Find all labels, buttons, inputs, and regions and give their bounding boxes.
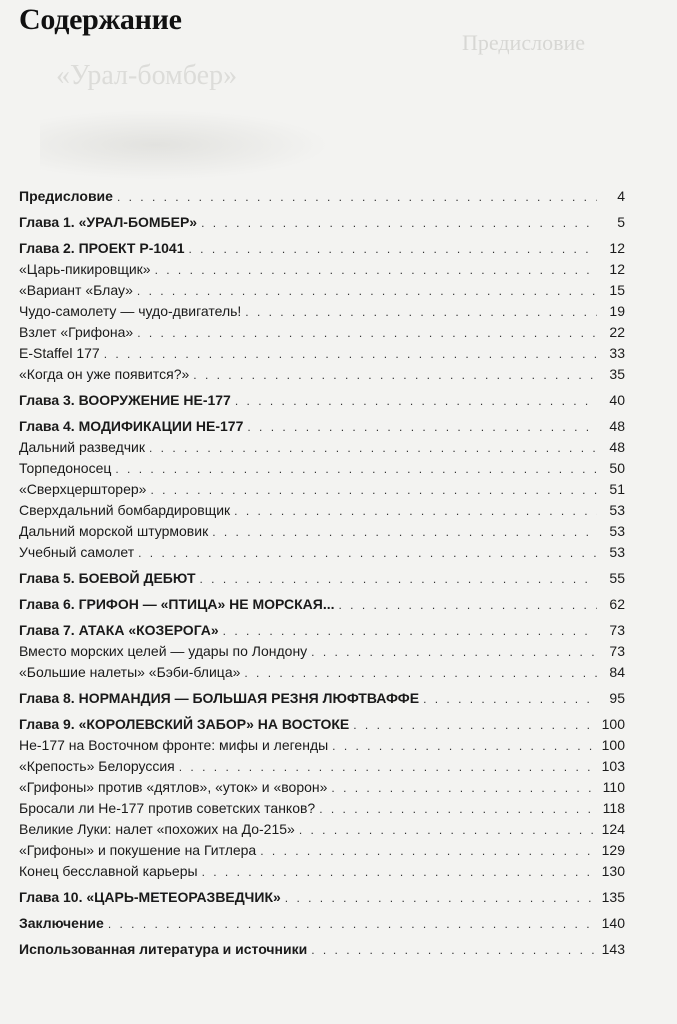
toc-section-row bbox=[19, 458, 625, 479]
toc-entry-title: Великие Луки: налет «похожих на До-215» bbox=[19, 821, 295, 837]
toc-page-number: 50 bbox=[609, 460, 625, 476]
dot-leader bbox=[108, 914, 597, 935]
toc-entry-title: «Грифоны» против «дятлов», «уток» и «ворон» bbox=[19, 779, 328, 795]
toc-page-number: 33 bbox=[609, 345, 625, 361]
toc-page-number: 135 bbox=[601, 889, 625, 905]
toc-section-row bbox=[19, 500, 625, 521]
toc-entry-title: E-Staffel 177 bbox=[19, 345, 100, 361]
toc-entry-title: Сверхдальний бомбардировщик bbox=[19, 502, 231, 518]
toc-page-number: 95 bbox=[609, 690, 625, 706]
toc-entry-title: Конец бесславной карьеры bbox=[19, 863, 198, 879]
toc-page-number: 84 bbox=[609, 664, 625, 680]
toc-entry-title: Использованная литература и источники bbox=[19, 941, 308, 957]
toc-entry-title: Глава 3. ВООРУЖЕНИЕ HE-177 bbox=[19, 392, 231, 408]
dot-leader bbox=[247, 417, 597, 438]
dot-leader bbox=[212, 522, 597, 543]
toc-page-number: 118 bbox=[602, 800, 625, 816]
toc-entry-title: Дальний морской штурмовик bbox=[19, 523, 209, 539]
dot-leader bbox=[201, 213, 597, 234]
toc-section-row bbox=[19, 662, 625, 683]
toc-chapter-row bbox=[19, 620, 625, 641]
toc-page-number: 100 bbox=[601, 737, 625, 753]
toc-section-row bbox=[19, 735, 625, 756]
toc-page-number: 62 bbox=[609, 596, 625, 612]
toc-page-number: 15 bbox=[609, 282, 625, 298]
toc-chapter-row bbox=[19, 688, 625, 709]
toc-section-row bbox=[19, 479, 625, 500]
dot-leader bbox=[189, 239, 597, 260]
toc-chapter-row bbox=[19, 390, 625, 411]
dot-leader bbox=[423, 689, 597, 710]
toc-section-row bbox=[19, 322, 625, 343]
toc-page-number: 73 bbox=[609, 622, 625, 638]
toc-chapter-row bbox=[19, 186, 625, 207]
dot-leader bbox=[331, 778, 597, 799]
toc-chapter-row bbox=[19, 238, 625, 259]
dot-leader bbox=[299, 820, 597, 841]
toc-page-number: 55 bbox=[609, 570, 625, 586]
toc-entry-title: «Сверхцершторер» bbox=[19, 481, 147, 497]
toc-entry-title: «Царь-пикировщик» bbox=[19, 261, 151, 277]
toc-entry-title: Взлет «Грифона» bbox=[19, 324, 134, 340]
toc-section-row bbox=[19, 280, 625, 301]
toc-chapter-row bbox=[19, 887, 625, 908]
dot-leader bbox=[245, 302, 597, 323]
dot-leader bbox=[311, 940, 597, 961]
dot-leader bbox=[339, 595, 598, 616]
table-of-contents bbox=[19, 186, 625, 960]
toc-page-number: 12 bbox=[609, 261, 625, 277]
toc-entry-title: Глава 10. «ЦАРЬ-МЕТЕОРАЗВЕДЧИК» bbox=[19, 889, 281, 905]
toc-entry-title: Глава 1. «УРАЛ-БОМБЕР» bbox=[19, 214, 198, 230]
toc-section-row bbox=[19, 840, 625, 861]
dot-leader bbox=[149, 438, 597, 459]
toc-page-number: 40 bbox=[609, 392, 625, 408]
toc-chapter-row bbox=[19, 416, 625, 437]
toc-entry-title: Глава 6. ГРИФОН — «ПТИЦА» НЕ МОРСКАЯ... bbox=[19, 596, 335, 612]
dot-leader bbox=[150, 480, 597, 501]
toc-page-number: 53 bbox=[609, 544, 625, 560]
toc-page-number: 103 bbox=[601, 758, 625, 774]
dot-leader bbox=[137, 281, 597, 302]
dot-leader bbox=[332, 736, 597, 757]
toc-page-number: 51 bbox=[609, 481, 625, 497]
toc-page-number: 35 bbox=[609, 366, 625, 382]
dot-leader bbox=[193, 365, 597, 386]
toc-entry-title: «Крепость» Белоруссия bbox=[19, 758, 175, 774]
dot-leader bbox=[138, 543, 597, 564]
dot-leader bbox=[179, 757, 597, 778]
dot-leader bbox=[353, 715, 597, 736]
toc-entry-title: «Когда он уже появится?» bbox=[19, 366, 190, 382]
page-title: Содержание bbox=[19, 3, 182, 36]
toc-page-number: 53 bbox=[609, 502, 625, 518]
toc-chapter-row bbox=[19, 714, 625, 735]
toc-page-number: 4 bbox=[617, 188, 625, 204]
toc-chapter-row bbox=[19, 913, 625, 934]
dot-leader bbox=[155, 260, 597, 281]
toc-section-row bbox=[19, 301, 625, 322]
toc-chapter-row bbox=[19, 568, 625, 589]
toc-page-number: 19 bbox=[609, 303, 625, 319]
toc-section-row bbox=[19, 861, 625, 882]
dot-leader bbox=[117, 187, 597, 208]
toc-entry-title: Дальний разведчик bbox=[19, 439, 145, 455]
toc-page-number: 5 bbox=[617, 214, 625, 230]
toc-page-number: 124 bbox=[601, 821, 625, 837]
bleed-through-title: Предисловие bbox=[462, 30, 585, 55]
toc-page-number: 22 bbox=[609, 324, 625, 340]
toc-entry-title: Вместо морских целей — удары по Лондону bbox=[19, 643, 308, 659]
toc-page-number: 140 bbox=[601, 915, 625, 931]
toc-page-number: 129 bbox=[601, 842, 625, 858]
toc-section-row bbox=[19, 641, 625, 662]
dot-leader bbox=[137, 323, 597, 344]
toc-entry-title: «Большие налеты» «Бэби-блица» bbox=[19, 664, 241, 680]
toc-entry-title: He-177 на Восточном фронте: мифы и легенды bbox=[19, 737, 329, 753]
toc-entry-title: Учебный самолет bbox=[19, 544, 135, 560]
toc-section-row bbox=[19, 259, 625, 280]
toc-entry-title: Чудо-самолету — чудо-двигатель! bbox=[19, 303, 242, 319]
toc-page-number: 110 bbox=[602, 779, 625, 795]
toc-page-number: 48 bbox=[609, 418, 625, 434]
dot-leader bbox=[104, 344, 597, 365]
toc-section-row bbox=[19, 343, 625, 364]
toc-section-row bbox=[19, 437, 625, 458]
bleed-through-subtitle: «Урал-бомбер» bbox=[56, 60, 238, 91]
dot-leader bbox=[200, 569, 598, 590]
toc-entry-title: «Вариант «Блау» bbox=[19, 282, 133, 298]
toc-page-number: 143 bbox=[601, 941, 625, 957]
bleed-through-image bbox=[40, 110, 330, 180]
dot-leader bbox=[234, 501, 597, 522]
toc-entry-title: «Грифоны» и покушение на Гитлера bbox=[19, 842, 257, 858]
toc-page-number: 12 bbox=[609, 240, 625, 256]
dot-leader bbox=[235, 391, 597, 412]
toc-entry-title: Глава 4. МОДИФИКАЦИИ HE-177 bbox=[19, 418, 244, 434]
toc-section-row bbox=[19, 364, 625, 385]
toc-entry-title: Бросали ли He-177 против советских танков? bbox=[19, 800, 316, 816]
dot-leader bbox=[223, 621, 597, 642]
dot-leader bbox=[311, 642, 597, 663]
toc-section-row bbox=[19, 542, 625, 563]
toc-section-row bbox=[19, 819, 625, 840]
toc-section-row bbox=[19, 521, 625, 542]
toc-entry-title: Глава 7. АТАКА «КОЗЕРОГА» bbox=[19, 622, 219, 638]
toc-section-row bbox=[19, 777, 625, 798]
dot-leader bbox=[115, 459, 597, 480]
toc-page-number: 73 bbox=[609, 643, 625, 659]
toc-chapter-row bbox=[19, 939, 625, 960]
toc-page-number: 48 bbox=[609, 439, 625, 455]
toc-page-number: 53 bbox=[609, 523, 625, 539]
toc-section-row bbox=[19, 756, 625, 777]
toc-entry-title: Глава 5. БОЕВОЙ ДЕБЮТ bbox=[19, 570, 196, 586]
dot-leader bbox=[319, 799, 597, 820]
dot-leader bbox=[285, 888, 597, 909]
toc-entry-title: Предисловие bbox=[19, 188, 113, 204]
toc-section-row bbox=[19, 798, 625, 819]
toc-entry-title: Глава 8. НОРМАНДИЯ — БОЛЬШАЯ РЕЗНЯ ЛЮФТВАФФЕ bbox=[19, 690, 420, 706]
toc-entry-title: Торпедоносец bbox=[19, 460, 112, 476]
toc-page-number: 100 bbox=[601, 716, 625, 732]
toc-page-number: 130 bbox=[601, 863, 625, 879]
toc-entry-title: Глава 9. «КОРОЛЕВСКИЙ ЗАБОР» НА ВОСТОКЕ bbox=[19, 716, 350, 732]
toc-chapter-row bbox=[19, 212, 625, 233]
dot-leader bbox=[202, 862, 597, 883]
dot-leader bbox=[260, 841, 597, 862]
dot-leader bbox=[244, 663, 597, 684]
toc-chapter-row bbox=[19, 594, 625, 615]
toc-entry-title: Заключение bbox=[19, 915, 104, 931]
toc-entry-title: Глава 2. ПРОЕКТ P-1041 bbox=[19, 240, 185, 256]
